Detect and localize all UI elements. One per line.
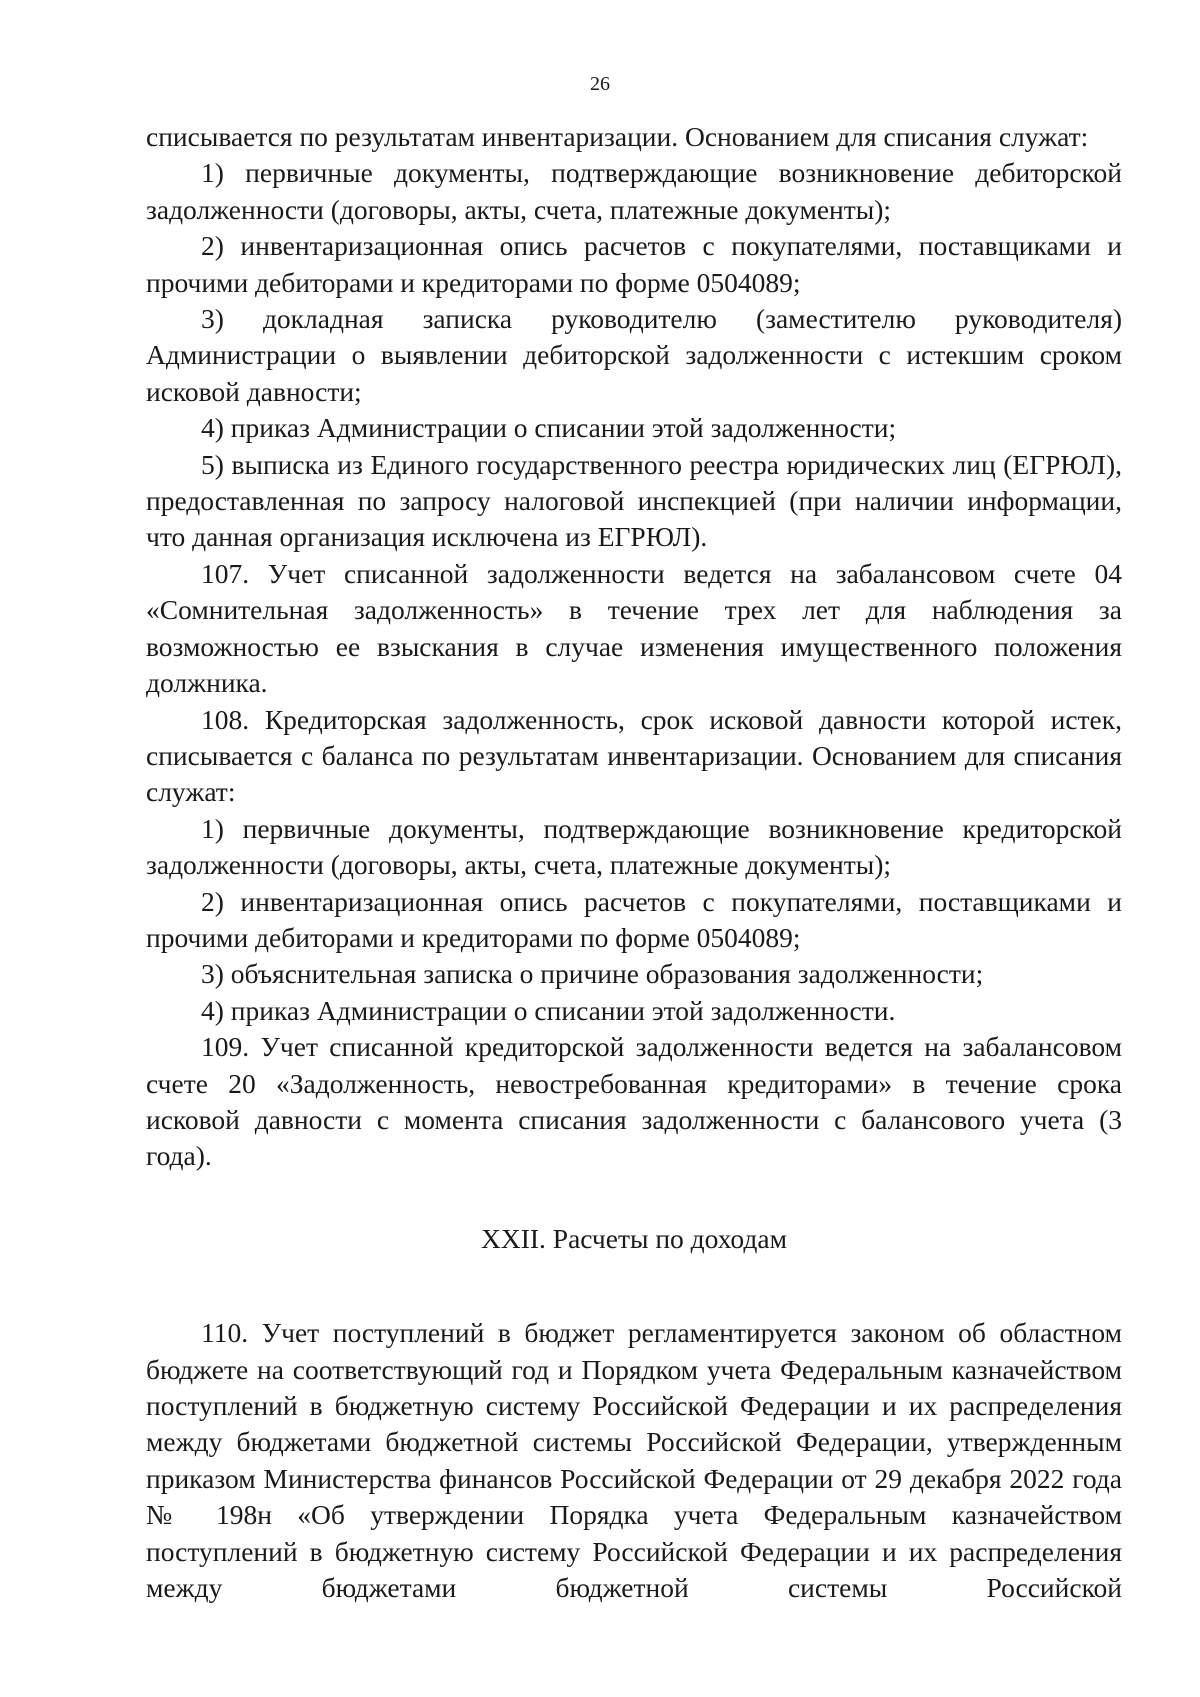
list-item: 5) выписка из Единого государственного реестра юридических лиц (ЕГРЮЛ), предоставленная по запросу налоговой инспекцией (при наличии информации, что данная организация исключена из ЕГРЮЛ). bbox=[146, 448, 1122, 553]
list-item: 3) объяснительная записка о причине образования задолженности; bbox=[201, 958, 984, 990]
list-item: 2) инвентаризационная опись расчетов с покупателями, поставщиками и прочими дебиторами и кредиторами по форме 0504089; bbox=[146, 230, 1122, 298]
page-number: 26 bbox=[590, 73, 610, 95]
section-heading: XXII. Расчеты по доходам bbox=[480, 1222, 787, 1254]
paragraph-110: 110. Учет поступлений в бюджет регламентируется законом об областном бюджете на соответствующий год и Порядком учета Федеральным казначейством поступлений в бюджетную систему Российской Федерации и их распределения между бюджетами бюджетной системы Российской Федерации, утвержденным приказом Министерства финансов Российской Федерации от 29 декабря 2022 года № 198н «Об утверждении Порядка учета Федеральным казначейством поступлений в бюджетную систему Российской Федерации и их распределения между бюджетами бюджетной системы Российской bbox=[146, 1317, 1122, 1604]
list-item: 3) докладная записка руководителю (заместителю руководителя) Администрации о выявлении дебиторской задолженности с истекшим сроком исковой давности; bbox=[146, 303, 1122, 407]
paragraph-107: 107. Учет списанной задолженности ведется на забалансовом счете 04 «Сомнительная задолженность» в течение трех лет для наблюдения за возможностью ее взыскания в случае изменения имущественного положения должника. bbox=[146, 557, 1122, 699]
list-item: 4) приказ Администрации о списании этой задолженности. bbox=[201, 994, 896, 1026]
list-item: 1) первичные документы, подтверждающие возникновение кредиторской задолженности (договоры, акты, счета, платежные документы); bbox=[146, 812, 1122, 881]
document-body bbox=[146, 119, 1122, 1606]
paragraph-108: 108. Кредиторская задолженность, срок исковой давности которой истек, списывается с баланса по результатам инвентаризации. Основанием для списания служат: bbox=[146, 703, 1122, 808]
list-item: 2) инвентаризационная опись расчетов с покупателями, поставщиками и прочими дебиторами и кредиторами по форме 0504089; bbox=[146, 885, 1122, 953]
list-item: 1) первичные документы, подтверждающие возникновение дебиторской задолженности (договоры, акты, счета, платежные документы); bbox=[146, 157, 1122, 225]
paragraph-109: 109. Учет списанной кредиторской задолженности ведется на забалансовом счете 20 «Задолженность, невостребованная кредиторами» в течение срока исковой давности с момента списания задолженности с балансового учета (3 года). bbox=[146, 1031, 1122, 1172]
paragraph-continuation: списывается по результатам инвентаризации. Основанием для списания служат: bbox=[146, 121, 1089, 152]
list-item: 4) приказ Администрации о списании этой задолженности; bbox=[201, 412, 897, 444]
